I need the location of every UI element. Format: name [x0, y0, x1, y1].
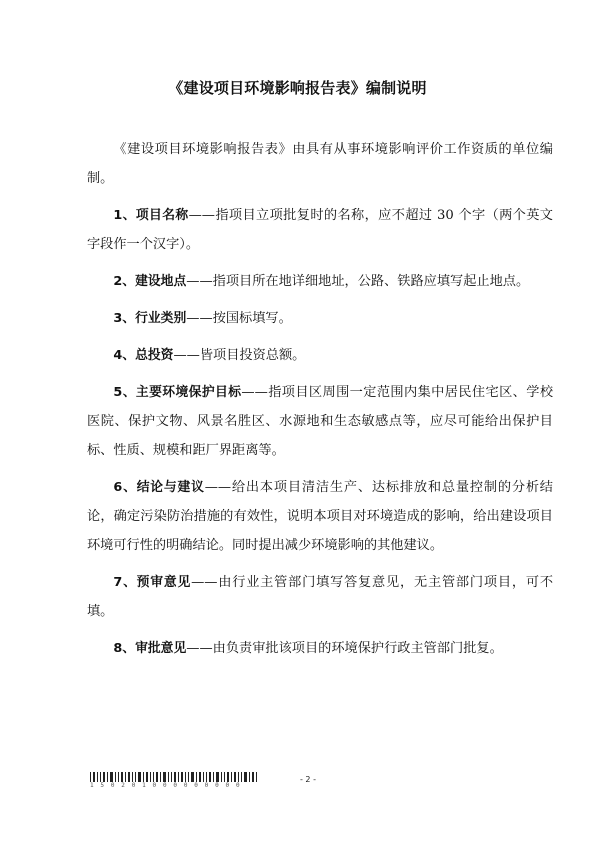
item-text: ——由负责审批该项目的环境保护行政主管部门批复。: [186, 641, 503, 656]
document-title: 《建设项目环境影响报告表》编制说明: [168, 79, 427, 97]
item-text: ——指项目区周围一定范围内集中居民住宅区、学校医院、保护文物、风景名胜区、水源地和生态敏感点等，应尽可能给出保护目标、性质、规模和距厂界距离等。: [87, 385, 554, 458]
item-label: 3、行业类别: [113, 311, 187, 326]
item-text: ——指项目立项批复时的名称，应不超过 30 个字（两个英文字段作一个汉字）。: [87, 208, 553, 252]
item-label: 1、项目名称: [113, 208, 189, 223]
item-paragraph-1: [87, 201, 553, 259]
page-footer: [0, 772, 595, 802]
page-number: - 2 -: [300, 775, 316, 784]
item-paragraph-6: [87, 473, 553, 560]
item-text: ——指项目所在地详细地址，公路、铁路应填写起止地点。: [186, 274, 530, 289]
item-label: 6、结论与建议: [113, 480, 205, 495]
item-label: 2、建设地点: [113, 274, 187, 289]
intro-paragraph: 《建设项目环境影响报告表》由具有从事环境影响评价工作资质的单位编制。: [87, 142, 553, 186]
item-text: ——给出本项目清洁生产、达标排放和总量控制的分析结论，确定污染防治措施的有效性，说明本项目对环境造成的影响，给出建设项目环境可行性的明确结论。同时提出减少环境影响的其他建议。: [87, 480, 553, 553]
barcode-number: 1 5 0 2 0 1 0 0 0 0 0 0 0 0 0: [90, 782, 242, 789]
item-text: ——由行业主管部门填写答复意见，无主管部门项目，可不填。: [87, 575, 554, 619]
item-label: 5、主要环境保护目标: [113, 385, 242, 400]
item-text: ——皆项目投资总额。: [173, 348, 306, 363]
item-label: 7、预审意见: [113, 575, 192, 590]
item-paragraph-3: [87, 304, 553, 333]
item-paragraph-4: [87, 341, 553, 370]
document-body: [87, 135, 553, 663]
item-paragraph-8: [87, 634, 553, 663]
item-paragraph-2: [87, 267, 553, 296]
item-text: ——按国标填写。: [186, 311, 292, 326]
item-paragraph-7: [87, 568, 553, 626]
item-label: 4、总投资: [113, 348, 174, 363]
item-label: 8、审批意见: [113, 641, 187, 656]
item-paragraph-5: [87, 378, 553, 465]
